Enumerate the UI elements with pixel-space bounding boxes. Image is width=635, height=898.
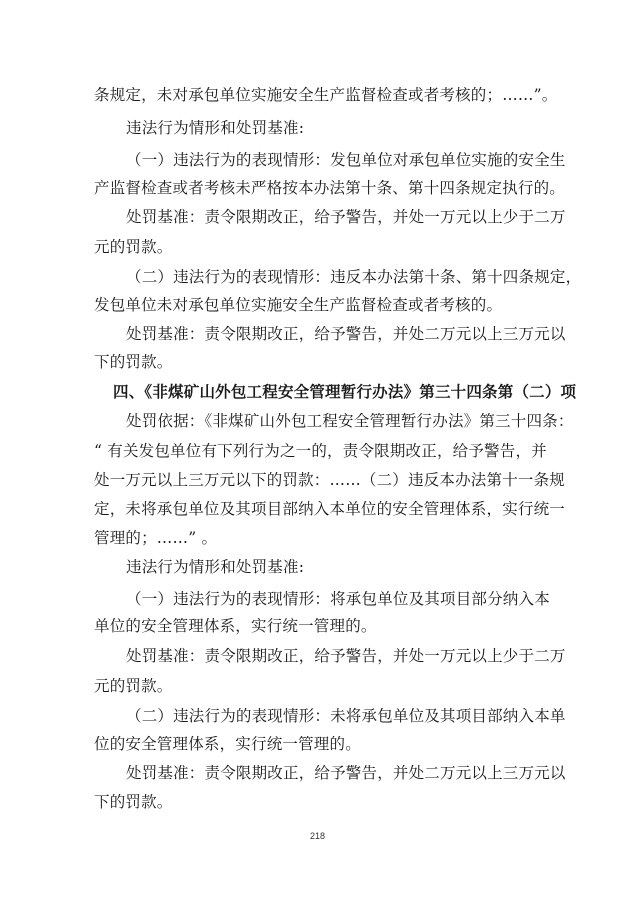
text-line: 处罚基准：责令限期改正，给予警告，并处二万元以上三万元以 [126, 764, 566, 782]
text-line: 条规定，未对承包单位实施安全生产监督检查或者考核的；……”。 [94, 86, 558, 104]
text-line: 单位的安全管理体系，实行统一管理的。 [94, 617, 377, 635]
text-line: （二）违法行为的表现情形：违反本办法第十条、第十四条规定， [126, 268, 582, 286]
text-line: 管理的；……” 。 [94, 529, 218, 547]
text-line: 位的安全管理体系，实行统一管理的。 [94, 735, 361, 753]
text-line: 元的罚款。 [94, 677, 173, 695]
text-line: （一）违法行为的表现情形：将承包单位及其项目部分纳入本 [126, 590, 550, 608]
text-line: 处一万元以上三万元以下的罚款：……（二）违反本办法第十一条规 [94, 471, 566, 489]
text-line: 下的罚款。 [94, 793, 173, 811]
text-line: 定，未将承包单位及其项目部纳入本单位的安全管理体系，实行统一 [94, 500, 566, 518]
text-line: “ 有关发包单位有下列行为之一的，责令限期改正，给予警告，并 [94, 442, 547, 460]
text-line: 处罚基准：责令限期改正，给予警告，并处二万元以上三万元以 [126, 325, 566, 343]
text-line: 处罚基准：责令限期改正，给予警告，并处一万元以上少于二万 [126, 647, 566, 665]
text-line: （一）违法行为的表现情形：发包单位对承包单位实施的安全生 [126, 151, 566, 169]
text-line: 处罚基准：责令限期改正，给予警告，并处一万元以上少于二万 [126, 208, 566, 226]
text-line: 产监督检查或者考核未严格按本办法第十条、第十四条规定执行的。 [94, 179, 566, 197]
text-line: 处罚依据：《非煤矿山外包工程安全管理暂行办法》第三十四条： [126, 412, 574, 430]
text-line: （二）违法行为的表现情形：未将承包单位及其项目部纳入本单 [126, 707, 566, 725]
section-label: 违法行为情形和处罚基准: [126, 558, 305, 576]
section-heading: 四、《非煤矿山外包工程安全管理暂行办法》第三十四条第（二）项 [113, 382, 577, 401]
text-line: 发包单位未对承包单位实施安全生产监督检查或者考核的。 [94, 296, 503, 314]
text-line: 下的罚款。 [94, 353, 173, 371]
page-number: 218 [309, 831, 326, 841]
section-label: 违法行为情形和处罚基准: [126, 119, 305, 137]
text-line: 元的罚款。 [94, 238, 173, 256]
